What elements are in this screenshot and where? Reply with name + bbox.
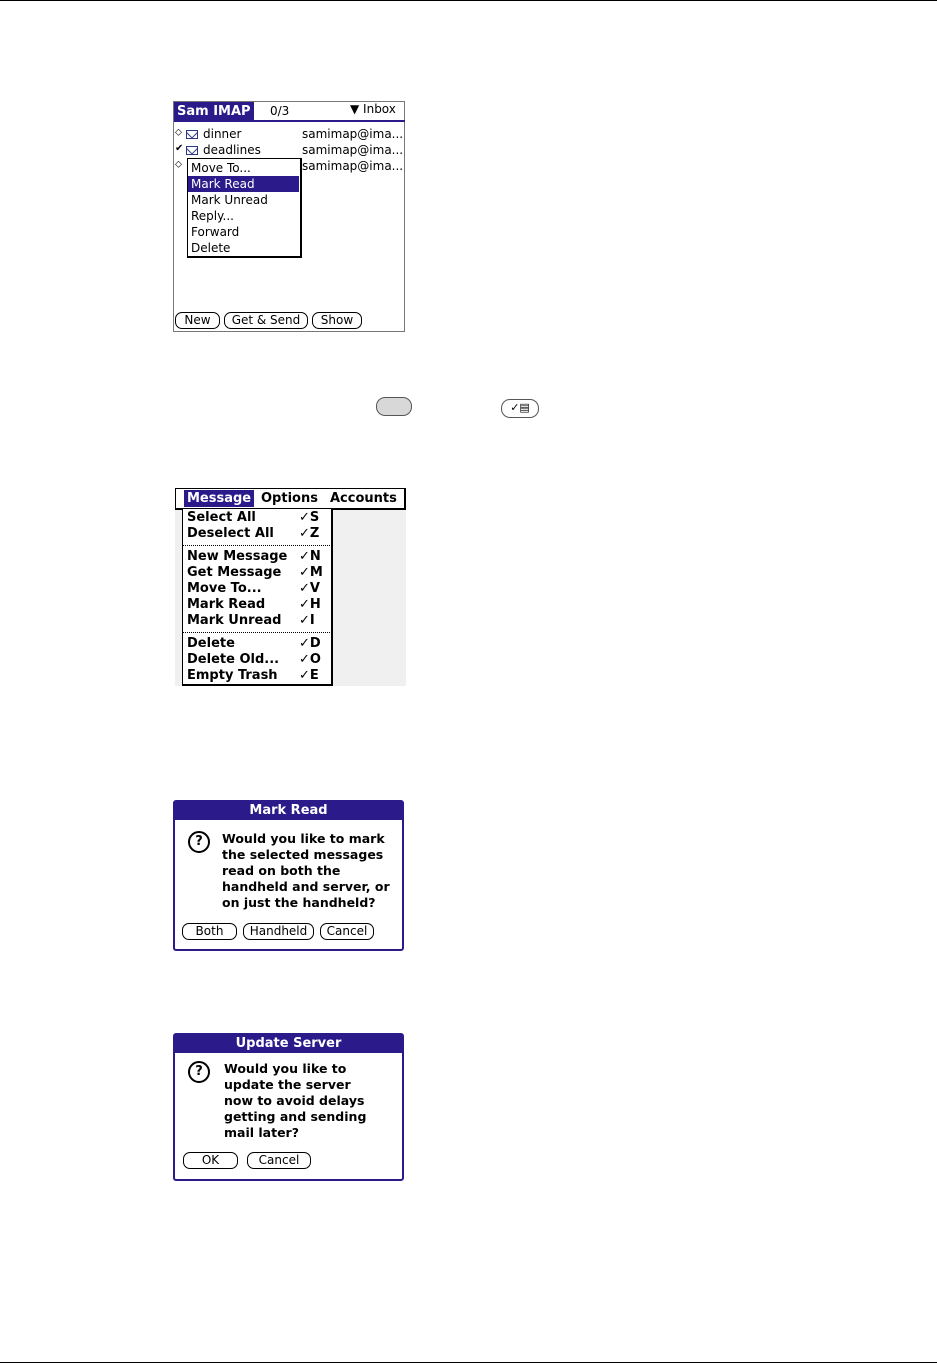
- message-sender: samimap@ima...: [302, 159, 404, 173]
- menu-item-mark-read[interactable]: [187, 597, 332, 613]
- menu-item-label: Get Message: [187, 565, 282, 580]
- menu-item-mark-unread[interactable]: [187, 613, 332, 629]
- message-sender: samimap@ima...: [302, 127, 404, 141]
- account-tab[interactable]: Sam IMAP: [174, 102, 254, 121]
- message-menu-dropdown: [182, 508, 333, 686]
- menu-item-label: Delete Old...: [187, 652, 280, 667]
- menu-item-new-message[interactable]: [187, 549, 332, 565]
- handheld-button[interactable]: Handheld: [243, 923, 314, 940]
- message-subject: deadlines: [203, 143, 261, 157]
- menu-item-deselect-all[interactable]: [187, 526, 332, 542]
- unread-marker-icon: ⬦: [175, 127, 182, 138]
- menu-item-delete-old[interactable]: [187, 652, 332, 668]
- message-menu-screen: [175, 488, 406, 686]
- message-line: Would you like to: [224, 1061, 347, 1076]
- message-line: update the server: [224, 1077, 351, 1092]
- menu-item-label: New Message: [187, 549, 288, 564]
- dialog-title: Update Server: [175, 1035, 402, 1053]
- menu-item-shortcut: ✓V: [299, 581, 320, 596]
- folder-picker[interactable]: ▼ Inbox: [350, 102, 396, 116]
- menu-item-move-to[interactable]: [187, 581, 332, 597]
- message-sender: samimap@ima...: [302, 143, 404, 157]
- menu-item-shortcut: ✓M: [299, 565, 323, 580]
- menu-item-shortcut: ✓D: [299, 636, 321, 651]
- menu-message[interactable]: Message: [184, 490, 254, 507]
- menu-item-shortcut: ✓E: [299, 668, 319, 683]
- menu-item-label: Deselect All: [187, 526, 274, 541]
- mark-read-dialog: [173, 800, 404, 951]
- command-stroke-icon: ✓▤: [501, 399, 539, 418]
- list-item[interactable]: [174, 127, 406, 143]
- popup-item-move-to[interactable]: Move To...: [191, 161, 251, 175]
- envelope-icon: [186, 130, 198, 139]
- message-count: 0/3: [270, 104, 290, 118]
- menu-item-shortcut: ✓N: [299, 549, 321, 564]
- menu-item-select-all[interactable]: [187, 510, 332, 526]
- menu-item-label: Mark Unread: [187, 613, 282, 628]
- question-icon: ?: [188, 1061, 210, 1083]
- message-line: the selected messages: [222, 847, 384, 862]
- menu-bar: [175, 488, 406, 510]
- menu-item-delete[interactable]: [187, 636, 332, 652]
- menu-item-get-message[interactable]: [187, 565, 332, 581]
- menu-item-shortcut: ✓S: [299, 510, 320, 525]
- menu-item-label: Select All: [187, 510, 256, 525]
- menu-accounts[interactable]: Accounts: [330, 491, 397, 506]
- bottom-rule: [0, 1362, 937, 1363]
- menu-separator: [183, 545, 332, 546]
- cancel-button[interactable]: Cancel: [247, 1152, 311, 1169]
- list-item[interactable]: [174, 143, 406, 159]
- menu-item-shortcut: ✓H: [299, 597, 321, 612]
- menu-item-shortcut: ✓O: [299, 652, 321, 667]
- cancel-button[interactable]: Cancel: [320, 923, 374, 940]
- unread-marker-icon: ⬦: [175, 159, 182, 170]
- message-line: Would you like to mark: [222, 831, 385, 846]
- checkmark-icon: ✔: [175, 143, 184, 154]
- popup-item-delete[interactable]: Delete: [191, 241, 231, 255]
- message-subject: dinner: [203, 127, 242, 141]
- popup-item-mark-unread[interactable]: Mark Unread: [191, 193, 268, 207]
- dialog-message: [224, 1061, 399, 1141]
- popup-item-mark-read[interactable]: Mark Read: [188, 176, 299, 192]
- menu-item-shortcut: ✓Z: [299, 526, 320, 541]
- get-send-button[interactable]: Get & Send: [224, 312, 308, 329]
- menu-item-label: Mark Read: [187, 597, 266, 612]
- new-button[interactable]: New: [175, 312, 220, 329]
- title-underline: [174, 120, 405, 122]
- inbox-screen: [173, 101, 405, 332]
- popup-item-reply[interactable]: Reply...: [191, 209, 234, 223]
- menu-item-label: Delete: [187, 636, 235, 651]
- menu-item-label: Move To...: [187, 581, 262, 596]
- message-line: read on both the: [222, 863, 341, 878]
- top-rule: [0, 0, 937, 1]
- message-popup-menu: [187, 158, 302, 258]
- message-line: mail later?: [224, 1125, 299, 1140]
- menu-item-label: Empty Trash: [187, 668, 278, 683]
- popup-item-forward[interactable]: Forward: [191, 225, 240, 239]
- show-button[interactable]: Show: [312, 312, 362, 329]
- message-line: handheld and server, or: [222, 879, 390, 894]
- envelope-icon: [186, 146, 198, 155]
- both-button[interactable]: Both: [182, 923, 237, 940]
- ok-button[interactable]: OK: [183, 1152, 238, 1169]
- message-line: on just the handheld?: [222, 895, 376, 910]
- question-icon: ?: [188, 831, 210, 853]
- menu-button-icon: [376, 397, 412, 416]
- menu-item-empty-trash[interactable]: [187, 668, 332, 684]
- menu-options[interactable]: Options: [261, 491, 318, 506]
- menu-separator: [183, 632, 332, 633]
- message-line: now to avoid delays: [224, 1093, 365, 1108]
- update-server-dialog: [173, 1033, 404, 1181]
- menu-item-shortcut: ✓I: [299, 613, 315, 628]
- message-line: getting and sending: [224, 1109, 367, 1124]
- dialog-message: [222, 831, 397, 911]
- dialog-title: Mark Read: [175, 802, 402, 820]
